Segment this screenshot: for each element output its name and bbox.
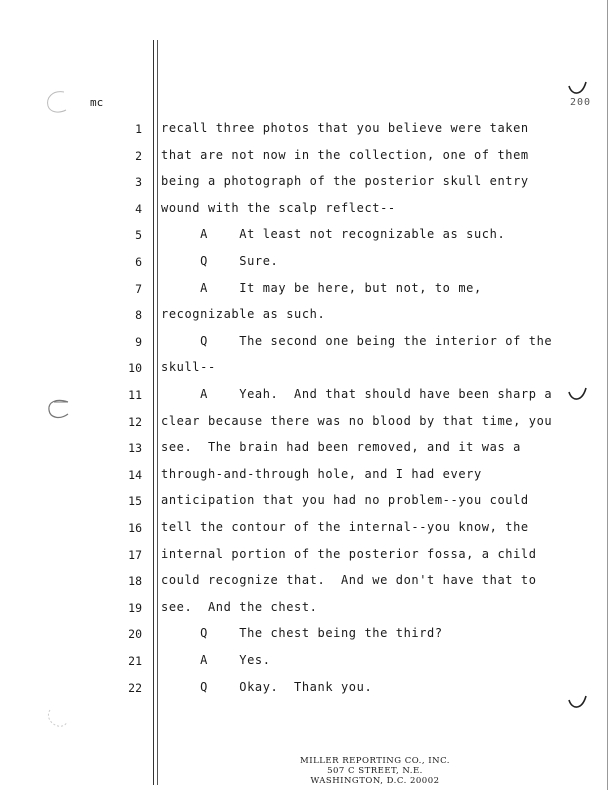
footer-company: MILLER REPORTING CO., INC. bbox=[300, 756, 450, 766]
page-number: 200 bbox=[570, 97, 592, 108]
transcript-line: A Yeah. And that should have been sharp a bbox=[161, 387, 553, 401]
transcript-line: could recognize that. And we don't have that to bbox=[161, 573, 537, 587]
transcript-line: that are not now in the collection, one of them bbox=[161, 148, 529, 162]
footer-city: WASHINGTON, D.C. 20002 bbox=[310, 776, 440, 786]
line-number: 12 bbox=[128, 415, 142, 429]
line-number: 6 bbox=[135, 255, 142, 269]
line-number: 21 bbox=[128, 654, 142, 668]
punch-hole-mark-middle bbox=[44, 396, 72, 422]
transcript-line: A Yes. bbox=[161, 653, 271, 667]
transcript-line: anticipation that you had no problem--you could bbox=[161, 493, 529, 507]
line-number: 1 bbox=[135, 122, 142, 136]
transcript-line: see. And the chest. bbox=[161, 600, 318, 614]
transcript-line: Q The chest being the third? bbox=[161, 626, 443, 640]
line-number: 18 bbox=[128, 574, 142, 588]
line-number: 16 bbox=[128, 521, 142, 535]
line-number: 5 bbox=[135, 228, 142, 242]
punch-hole-mark-bottom bbox=[44, 706, 70, 730]
transcript-line: clear because there was no blood by that time, you bbox=[161, 414, 553, 428]
transcript-line: tell the contour of the internal--you know, the bbox=[161, 520, 529, 534]
transcript-line: Q Sure. bbox=[161, 254, 279, 268]
transcript-line: Q Okay. Thank you. bbox=[161, 680, 373, 694]
line-number: 20 bbox=[128, 627, 142, 641]
transcript-line: through-and-through hole, and I had every bbox=[161, 467, 482, 481]
transcript-line: see. The brain had been removed, and it was a bbox=[161, 440, 521, 454]
line-number: 8 bbox=[135, 308, 142, 322]
reporter-initials: mc bbox=[90, 96, 104, 109]
transcript-line: A At least not recognizable as such. bbox=[161, 227, 506, 241]
page-edge-line bbox=[607, 0, 608, 790]
line-number: 7 bbox=[135, 282, 142, 296]
line-number: 3 bbox=[135, 175, 142, 189]
footer-street: 507 C STREET, N.E. bbox=[327, 766, 423, 776]
line-number: 17 bbox=[128, 548, 142, 562]
left-margin-rule bbox=[153, 40, 158, 785]
line-number: 22 bbox=[128, 681, 142, 695]
punch-hole-mark-top bbox=[44, 88, 70, 116]
transcript-line: recall three photos that you believe were taken bbox=[161, 121, 529, 135]
binding-curl-bottom bbox=[566, 694, 590, 714]
transcript-line: wound with the scalp reflect-- bbox=[161, 201, 396, 215]
transcript-line: Q The second one being the interior of the bbox=[161, 334, 553, 348]
line-number: 13 bbox=[128, 441, 142, 455]
line-number: 11 bbox=[128, 388, 142, 402]
binding-curl-middle bbox=[566, 386, 590, 406]
transcript-line: skull-- bbox=[161, 360, 216, 374]
line-number: 9 bbox=[135, 335, 142, 349]
line-number: 4 bbox=[135, 202, 142, 216]
transcript-line: being a photograph of the posterior skull entry bbox=[161, 174, 529, 188]
line-number: 15 bbox=[128, 494, 142, 508]
transcript-line: A It may be here, but not, to me, bbox=[161, 281, 482, 295]
transcript-line: internal portion of the posterior fossa, a child bbox=[161, 547, 537, 561]
line-number: 10 bbox=[128, 361, 142, 375]
line-number: 2 bbox=[135, 149, 142, 163]
line-number: 19 bbox=[128, 601, 142, 615]
transcript-line: recognizable as such. bbox=[161, 307, 326, 321]
line-number: 14 bbox=[128, 468, 142, 482]
